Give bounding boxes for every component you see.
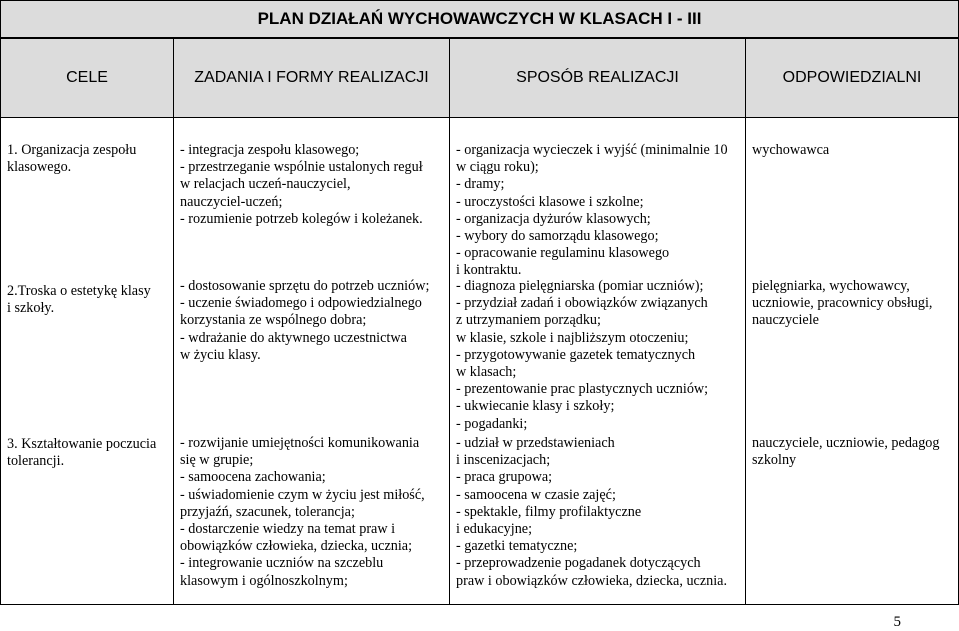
sposob-2: - diagnoza pielęgniarska (pomiar uczniów); - przydział zadań i obowiązków związanych z utrzymaniem porządku; w klasie, szkole i najbliższym otoczeniu; - przygotowywanie gazetek tematycznych w klasach; - prezentowanie prac plastycznych uczniów; - ukwiecanie klasy i szkoły; - pogadanki; <box>456 278 709 432</box>
page-number: 5 <box>893 614 901 630</box>
zadania-1: - integracja zespołu klasowego; - przestrzeganie wspólnie ustalonych reguł w relacjach uczeń-nauczyciel, nauczyciel-uczeń; - rozumienie potrzeb kolegów i koleżanek. <box>180 142 423 227</box>
header-odpowiedzialni: ODPOWIEDZIALNI <box>746 39 959 118</box>
column-odpowiedzialni <box>746 142 959 605</box>
cel-1: 1. Organizacja zespołu klasowego. <box>7 142 137 176</box>
column-cele <box>1 142 174 605</box>
cel-3: 3. Kształtowanie poczucia tolerancji. <box>7 436 157 470</box>
sposob-1: - organizacja wycieczek i wyjść (minimalnie 10 w ciągu roku); - dramy; - uroczystości klasowe i szkolne; - organizacja dyżurów klasowych; - wybory do samorządu klasowego; - opracowanie regulaminu klasowego i kontraktu. <box>456 142 728 279</box>
odpowiedzialni-3: nauczyciele, uczniowie, pedagog szkolny <box>752 435 940 469</box>
header-zadania: ZADANIA I FORMY REALIZACJI <box>174 39 450 118</box>
odpowiedzialni-2: pielęgniarka, wychowawcy, uczniowie, pracownicy obsługi, nauczyciele <box>752 278 933 329</box>
spacer-row <box>1 118 959 143</box>
zadania-3: - rozwijanie umiejętności komunikowania się w grupie; - samoocena zachowania; - uświadomienie czym w życiu jest miłość, przyjaźń, szacunek, tolerancja; - dostarczenie wiedzy na temat praw i obowiązków człowieka, dziecka, ucznia; - integrowanie uczniów na szczeblu klasowym i ogólnoszkolnym; <box>180 435 425 589</box>
document-title: PLAN DZIAŁAŃ WYCHOWAWCZYCH W KLASACH I - III <box>0 0 959 38</box>
header-sposob: SPOSÓB REALIZACJI <box>450 39 746 118</box>
column-sposob <box>450 142 746 605</box>
table-body-row <box>1 142 959 605</box>
zadania-2: - dostosowanie sprzętu do potrzeb uczniów; - uczenie świadomego i odpowiedzialnego korzystania ze wspólnego dobra; - wdrażanie do aktywnego uczestnictwa w życiu klasy. <box>180 278 430 363</box>
cel-2: 2.Troska o estetykę klasy i szkoły. <box>7 283 151 317</box>
table-header-row <box>1 39 959 118</box>
column-zadania <box>174 142 450 605</box>
odpowiedzialni-1: wychowawca <box>752 142 830 158</box>
header-cele: CELE <box>1 39 174 118</box>
plan-table <box>0 38 959 605</box>
sposob-3: - udział w przedstawieniach i inscenizacjach; - praca grupowa; - samoocena w czasie zajęć; - spektakle, filmy profilaktyczne i edukacyjne; - gazetki tematyczne; - przeprowadzenie pogadanek dotyczących praw i obowiązków człowieka, dziecka, ucznia. <box>456 435 728 589</box>
